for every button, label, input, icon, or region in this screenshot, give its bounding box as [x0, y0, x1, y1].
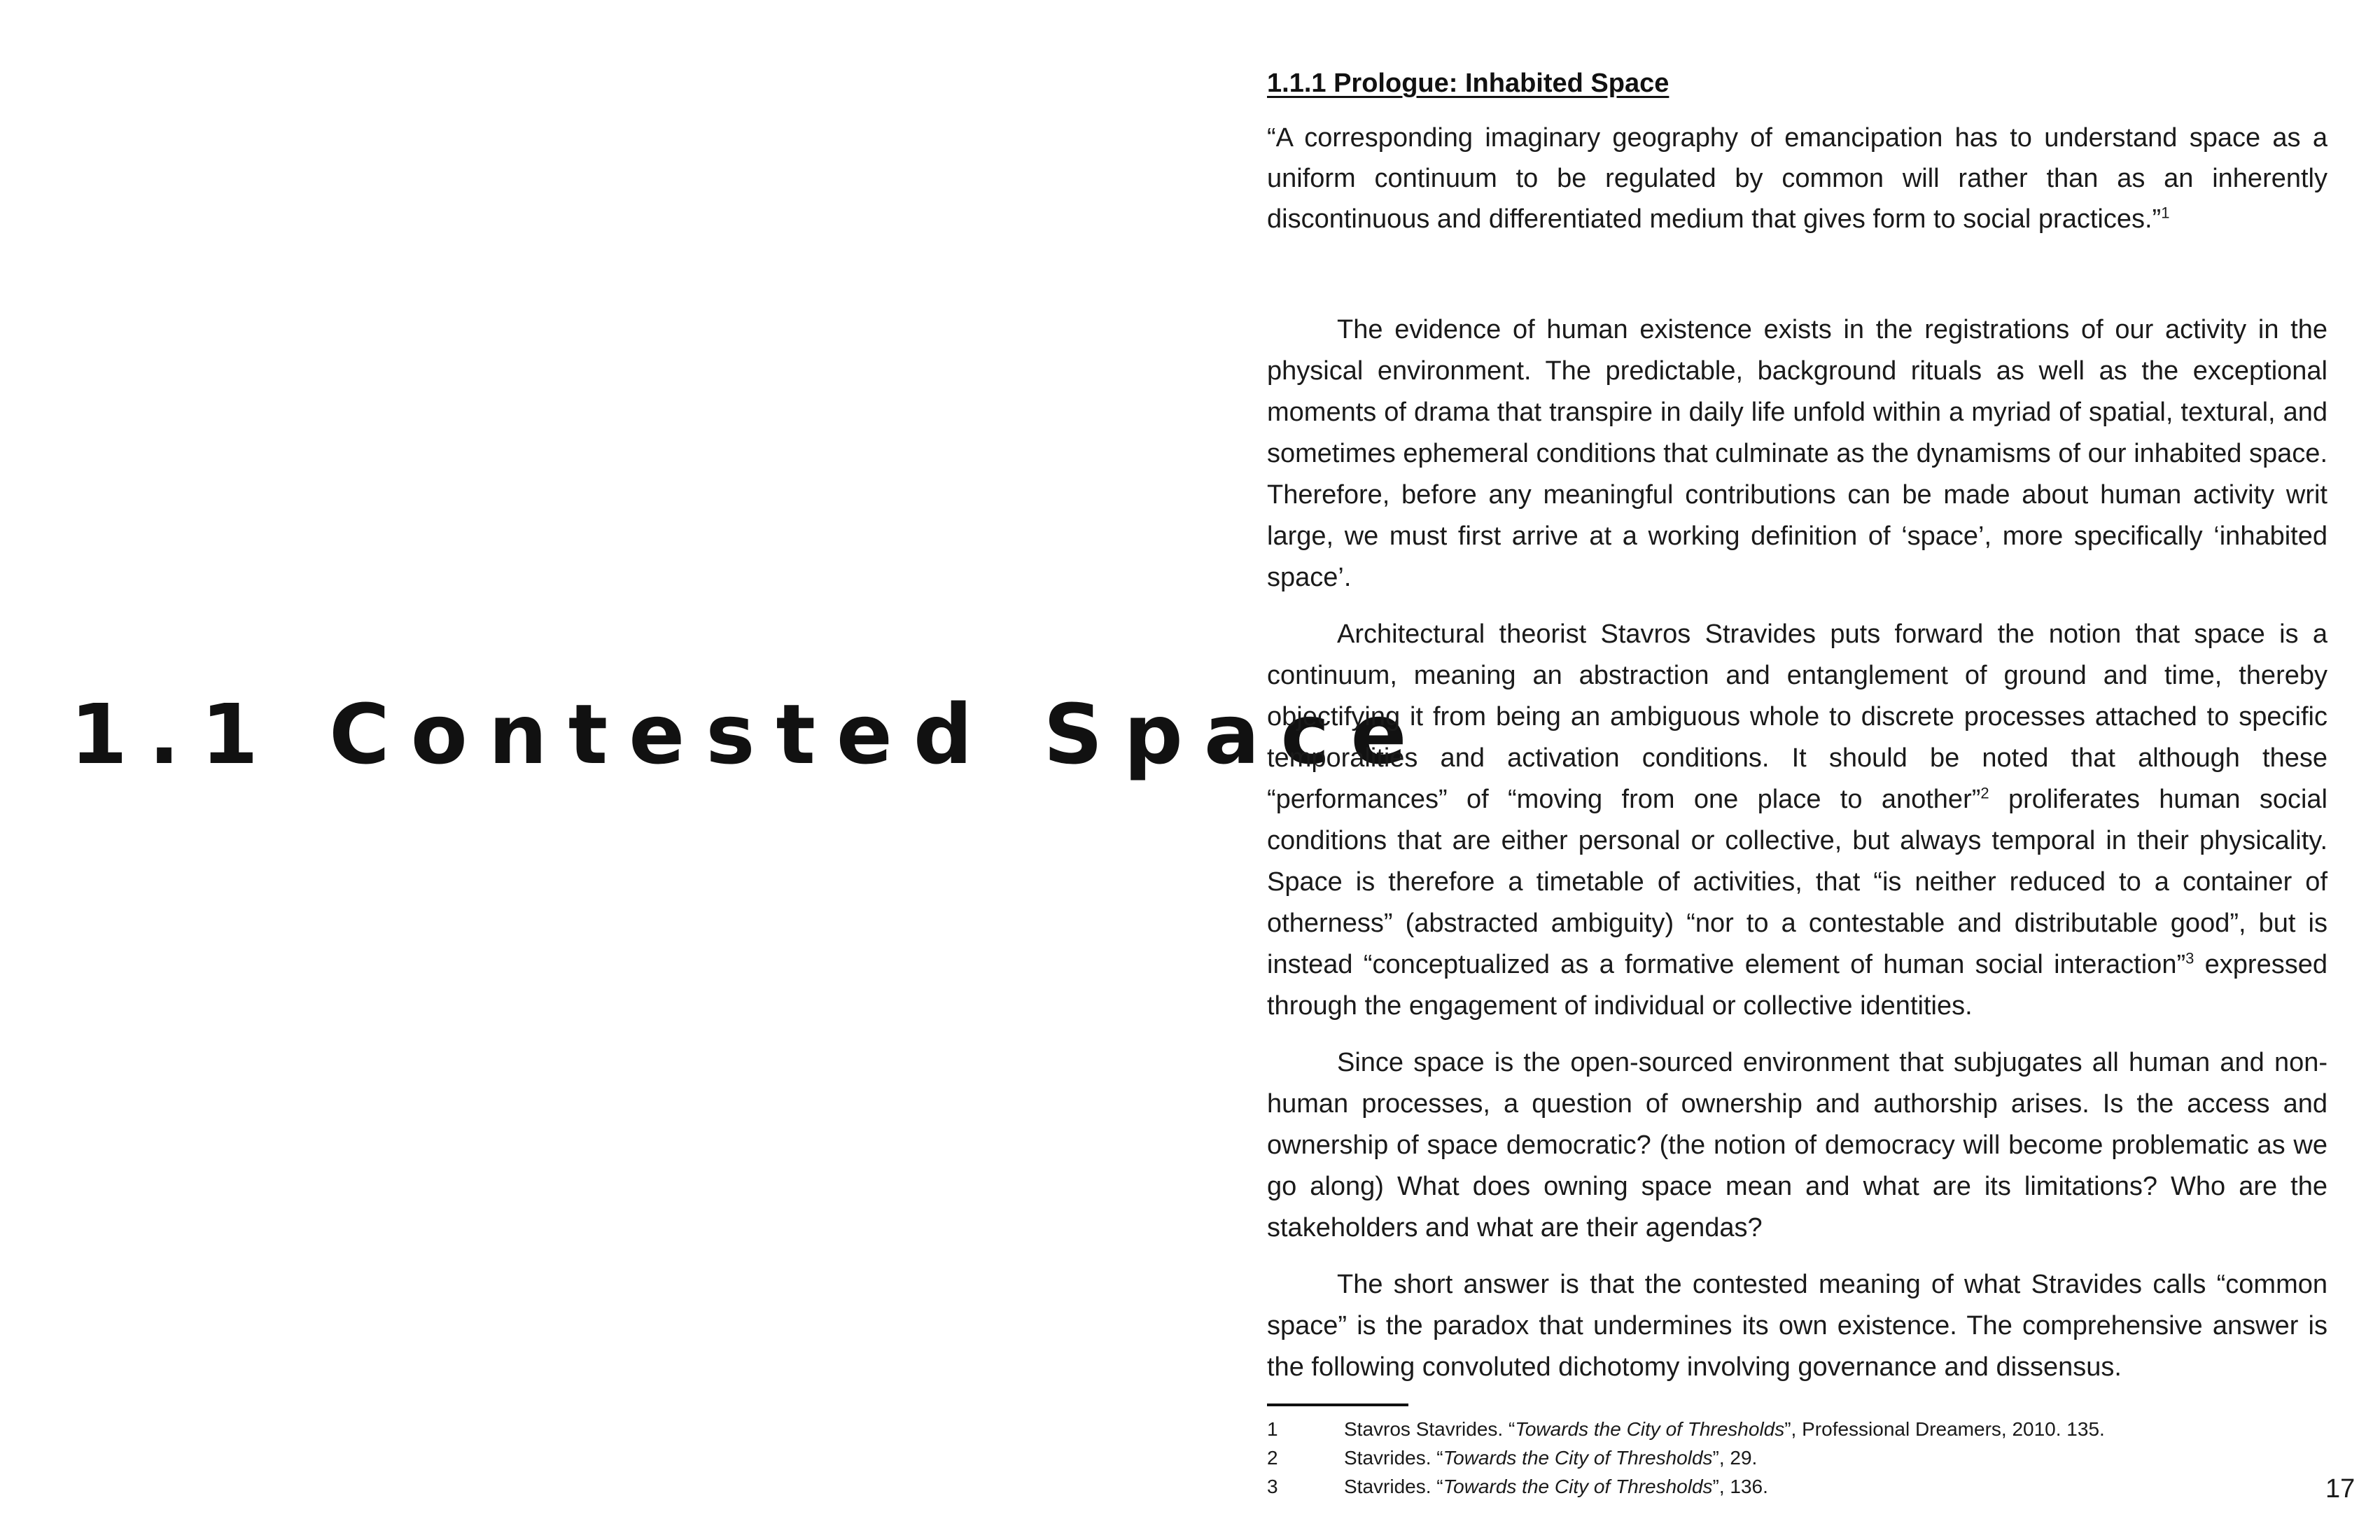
paragraph-2-part-c: expressed through the engagement of individual or collective identities.: [1267, 950, 2328, 1021]
footnote-number: 3: [1267, 1476, 1278, 1497]
footnote-text: Stavrides. “Towards the City of Thresholds”, 136.: [1344, 1476, 1768, 1497]
paragraph-1: The evidence of human existence exists in the registrations of our activity in the physical environment. The predictable, background rituals as well as the exceptional moments of drama that transpire in daily life unfold within a myriad of spatial, textural, and sometimes ephemeral conditions that culminate as the dynamisms of our inhabited space. Therefore, before any meaningful contributions can be made about human activity writ large, we must first arrive at a working definition of ‘space’, more specifically ‘inhabited space’.: [1267, 315, 2328, 592]
epigraph-quote: [1267, 118, 2328, 239]
footnote-title: Towards the City of Thresholds: [1443, 1476, 1713, 1497]
footnote-3: [1267, 1472, 2328, 1501]
footnote-text: Stavrides. “Towards the City of Thresholds”, 29.: [1344, 1447, 1758, 1469]
page-number: 17: [2325, 1474, 2356, 1504]
chapter-title: 1.1 Contested Space: [70, 686, 1428, 783]
footnote-divider: [1267, 1404, 1408, 1406]
footnote-ref-1: 1: [2161, 204, 2170, 222]
footnote-title: Towards the City of Thresholds: [1515, 1418, 1785, 1440]
paragraph-3: Since space is the open-sourced environment that subjugates all human and non-human processes, a question of ownership and authorship arises. Is the access and ownership of space democratic? (the notion of democracy will become problematic as we go along) What does owning space mean and what are its limitations? Who are the stakeholders and what are their agendas?: [1267, 1048, 2328, 1242]
epigraph-text: “A corresponding imaginary geography of emancipation has to understand space as a uniform continuum to be regulated by common will rather than as an inherently discontinuous and differentiated medium that gives form to social practices.”: [1267, 123, 2328, 234]
section-heading: 1.1.1 Prologue: Inhabited Space: [1267, 69, 1670, 98]
footnote-2: [1267, 1443, 2328, 1472]
footnote-title: Towards the City of Thresholds: [1443, 1447, 1713, 1469]
footnote-number: 1: [1267, 1418, 1278, 1440]
footnote-ref-3: 3: [2185, 949, 2194, 967]
footnote-text: Stavros Stavrides. “Towards the City of Thresholds”, Professional Dreamers, 2010. 135.: [1344, 1418, 2105, 1440]
footnote-ref-2: 2: [1980, 784, 1989, 802]
footnote-1: [1267, 1415, 2328, 1443]
footnote-number: 2: [1267, 1447, 1278, 1469]
paragraph-2-part-a: Architectural theorist Stavros Stravides puts forward the notion that space is a continuum, meaning an abstraction and entanglement of ground and time, thereby objectifying it from being an ambiguous whole to discrete processes attached to specific temporalities and activation conditions. It should be noted that although these “performances” of “moving from one place to another”: [1267, 620, 2328, 814]
paragraph-2-part-b: proliferates human social conditions that are either personal or collective, but always temporal in their physicality. Space is therefore a timetable of activities, that “is neither reduced to a container of otherness” (abstracted ambiguity) “nor to a contestable and distributable good”, but is instead “conceptualized as a formative element of human social interaction”: [1267, 785, 2328, 979]
paragraph-4: The short answer is that the contested meaning of what Stravides calls “common space” is the paradox that undermines its own existence. The comprehensive answer is the following convoluted dichotomy involving governance and dissensus.: [1267, 1270, 2328, 1382]
right-page: [1267, 62, 2328, 1501]
footnotes: [1267, 1415, 2328, 1501]
paragraph-2: [1267, 614, 2328, 1027]
body-text: [1267, 309, 2328, 1388]
